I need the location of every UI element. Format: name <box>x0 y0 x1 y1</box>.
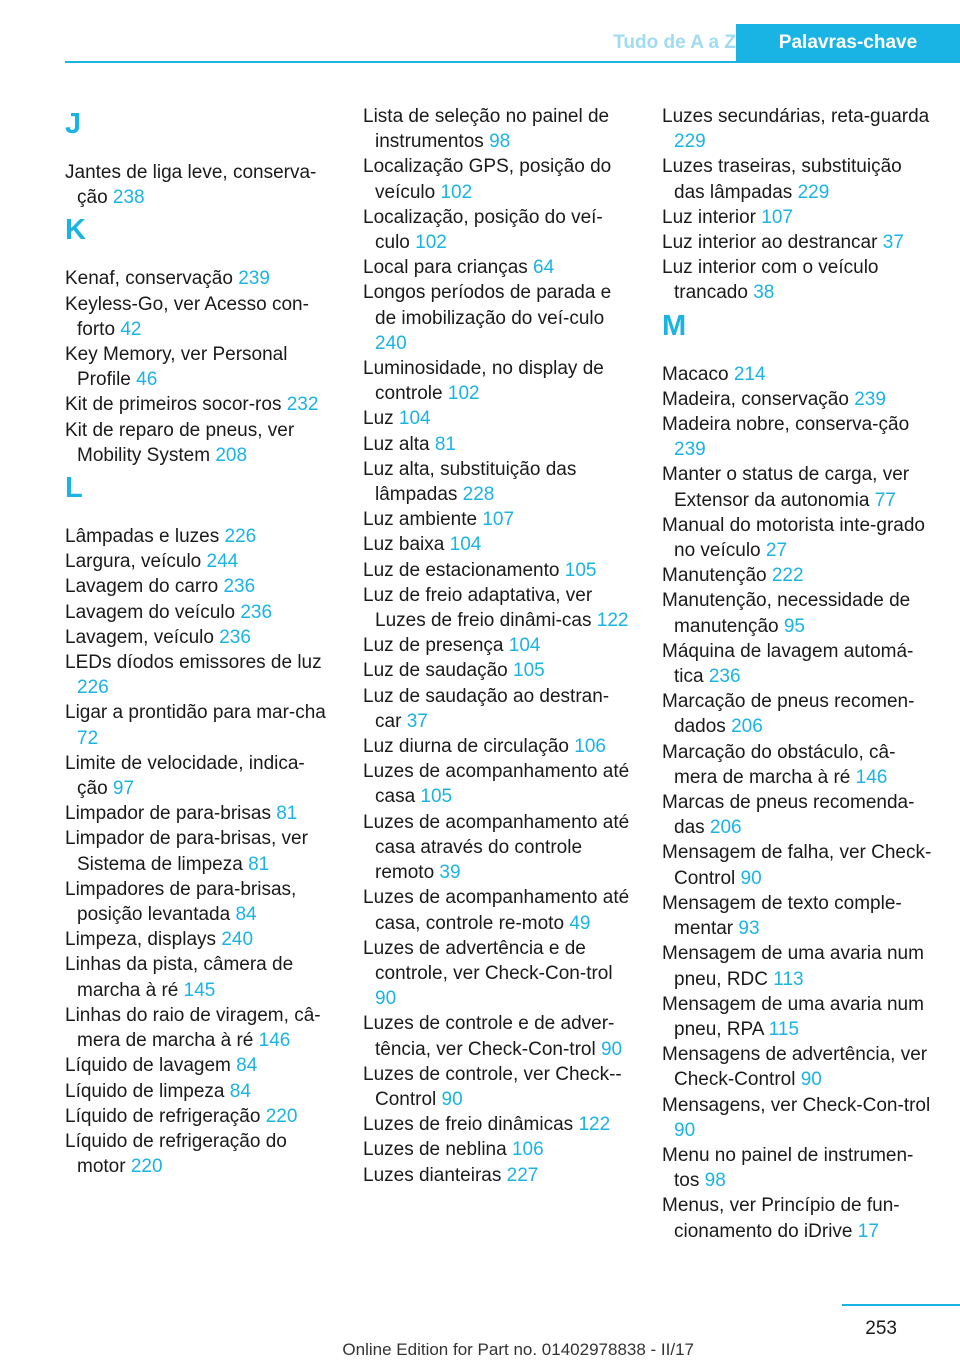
index-entry <box>662 891 932 941</box>
entry-text: Mensagens, ver Check-Con‐trol <box>662 1094 931 1116</box>
page-reference-link[interactable]: 226 <box>77 677 109 699</box>
entry-text: Mensagem de texto comple‐mentar <box>662 892 902 940</box>
page-reference-link[interactable]: 107 <box>761 206 793 228</box>
entry-text: Luzes de controle e de adver‐tência, ver Check-Con‐trol <box>363 1013 615 1060</box>
index-entry <box>363 810 633 886</box>
index-entry <box>363 558 633 583</box>
page-reference-link[interactable]: 72 <box>77 727 99 749</box>
page-reference-link[interactable]: 102 <box>415 232 447 254</box>
index-entry <box>363 1163 633 1188</box>
entry-text: Luzes traseiras, substituição das lâmpadas <box>662 156 902 203</box>
entry-text: Madeira, conservação <box>662 388 849 410</box>
entry-text: Líquido de lavagem <box>65 1055 231 1077</box>
header-rule <box>65 61 960 63</box>
page-reference-link[interactable]: 240 <box>221 929 254 951</box>
index-entry <box>363 1112 633 1137</box>
index-entry <box>662 588 932 638</box>
page-reference-link[interactable]: 145 <box>183 979 216 1001</box>
entry-text: Menus, ver Princípio de fun‐cionamento do iDrive <box>662 1195 900 1242</box>
entry-text: Ligar a prontidão para mar‐cha <box>65 702 326 724</box>
page-reference-link[interactable]: 42 <box>120 318 142 340</box>
page-reference-link[interactable]: 206 <box>731 716 763 738</box>
index-entry <box>363 432 633 457</box>
entry-text: Luz de saudação ao destran‐car <box>363 685 610 732</box>
entry-text: Limpeza, displays <box>65 929 217 951</box>
index-entry <box>662 740 932 790</box>
page-reference-link[interactable]: 39 <box>439 862 461 884</box>
index-entry <box>662 230 932 255</box>
entry-text: Manual do motorista inte‐grado no veículo <box>662 514 925 562</box>
index-entry <box>662 154 932 204</box>
tab-palavras-chave: Palavras-chave <box>736 24 960 61</box>
page-reference-link[interactable]: 236 <box>708 666 741 688</box>
entry-text: Linhas da pista, câmera de marcha à ré <box>65 954 294 1001</box>
footer-rule <box>842 1304 960 1306</box>
index-entry <box>662 387 932 412</box>
index-entry <box>662 790 932 840</box>
page-reference-link[interactable]: 106 <box>574 736 606 758</box>
page-reference-link[interactable]: 239 <box>238 268 270 290</box>
index-entry <box>662 462 932 512</box>
page-reference-link[interactable]: 236 <box>240 601 273 623</box>
page-reference-link[interactable]: 81 <box>434 433 456 455</box>
entry-text: Kit de reparo de pneus, ver Mobility System <box>65 419 295 466</box>
index-entry <box>65 650 335 700</box>
entry-text: Lista de seleção no painel de instrumentos <box>363 106 610 153</box>
entry-text: Manutenção, necessidade de manutenção <box>662 590 911 637</box>
section-letter: L <box>65 472 83 505</box>
page-reference-link[interactable]: 229 <box>674 131 706 153</box>
index-entry <box>65 600 335 625</box>
entry-text: Limpadores de para-brisas, posição levantada <box>65 878 297 926</box>
entry-text: Mensagem de uma avaria num pneu, RDC <box>662 943 924 990</box>
page-reference-link[interactable]: 90 <box>800 1069 822 1091</box>
page-reference-link[interactable]: 106 <box>511 1139 544 1161</box>
page-reference-link[interactable]: 232 <box>286 394 319 416</box>
page-reference-link[interactable]: 220 <box>265 1105 298 1127</box>
index-entry <box>65 751 335 801</box>
page-reference-link[interactable]: 146 <box>855 766 888 788</box>
entry-text: Luz ambiente <box>363 509 478 531</box>
index-entry <box>363 734 633 759</box>
entry-text: Luz alta <box>363 433 430 455</box>
entry-text: Luz diurna de circulação <box>363 736 569 758</box>
page-reference-link[interactable]: 49 <box>569 912 591 934</box>
index-entry <box>363 1062 633 1112</box>
page-reference-link[interactable]: 222 <box>771 565 804 587</box>
entry-text: Menu no painel de instrumen‐tos <box>662 1144 914 1192</box>
entry-text: Líquido de refrigeração do motor <box>65 1130 287 1178</box>
entry-text: Manter o status de carga, ver Extensor da autonomia <box>662 464 910 511</box>
entry-text: LEDs díodos emissores de luz <box>65 652 322 674</box>
index-entry <box>662 362 932 387</box>
header-tabs <box>0 24 960 61</box>
page-reference-link[interactable]: 240 <box>375 332 407 354</box>
page-reference-link[interactable]: 37 <box>882 232 904 254</box>
page-reference-link[interactable]: 239 <box>854 388 886 410</box>
page-reference-link[interactable]: 122 <box>596 610 629 632</box>
index-entry <box>662 689 932 739</box>
page-reference-link[interactable]: 17 <box>857 1220 879 1242</box>
entry-text: Luz de presença <box>363 635 504 657</box>
entry-text: Macaco <box>662 363 729 385</box>
index-entry <box>662 412 932 462</box>
index-entry <box>363 255 633 280</box>
index-entry <box>662 255 932 305</box>
page-reference-link[interactable]: 104 <box>449 534 482 556</box>
index-entry <box>662 639 932 689</box>
index-entry <box>65 826 335 876</box>
page-reference-link[interactable]: 220 <box>130 1156 163 1178</box>
page-reference-link[interactable]: 93 <box>738 918 760 940</box>
index-entry <box>662 563 932 588</box>
index-entry <box>65 1053 335 1078</box>
entry-text: Luzes de acompanhamento até casa, controle re‐moto <box>363 887 630 934</box>
page-reference-link[interactable]: 122 <box>578 1114 611 1136</box>
entry-text: Kenaf, conservação <box>65 268 233 290</box>
index-entry <box>363 658 633 683</box>
index-entry <box>662 992 932 1042</box>
entry-text: Linhas do raio de viragem, câ‐mera de marcha à ré <box>65 1004 321 1052</box>
page-reference-link[interactable]: 236 <box>219 626 251 648</box>
page-reference-link[interactable]: 105 <box>564 559 597 581</box>
index-entry <box>363 507 633 532</box>
entry-text: Luzes de acompanhamento até casa <box>363 761 630 808</box>
page-reference-link[interactable]: 238 <box>112 187 145 209</box>
entry-text: Luz de estacionamento <box>363 559 560 581</box>
entry-text: Luz <box>363 408 394 430</box>
index-entry <box>65 1003 335 1053</box>
entry-text: Mensagem de falha, ver Check-Control <box>662 842 932 889</box>
entry-text: Lavagem, veículo <box>65 626 214 648</box>
page-reference-link[interactable]: 104 <box>508 635 541 657</box>
entry-text: Localização GPS, posição do veículo <box>363 156 612 203</box>
index-entry <box>662 205 932 230</box>
index-entry <box>662 941 932 991</box>
index-entry <box>662 104 932 154</box>
page-reference-link[interactable]: 90 <box>740 867 762 889</box>
entry-text: Lavagem do veículo <box>65 601 236 623</box>
index-entry <box>65 292 335 342</box>
index-entry <box>65 927 335 952</box>
entry-text: Limpador de para-brisas, ver Sistema de limpeza <box>65 828 308 875</box>
page-reference-link[interactable]: 77 <box>874 489 896 511</box>
index-entry <box>65 1104 335 1129</box>
entry-text: Luz de saudação <box>363 660 508 682</box>
index-entry <box>363 406 633 431</box>
entry-text: Luzes de freio dinâmicas <box>363 1114 574 1136</box>
entry-text: Luz interior com o veículo trancado <box>662 257 879 304</box>
index-entry <box>363 1011 633 1061</box>
index-entry <box>363 104 633 154</box>
page-reference-link[interactable]: 90 <box>441 1088 463 1110</box>
index-entry <box>363 936 633 1012</box>
entry-text: Luz interior ao destrancar <box>662 232 878 254</box>
page-reference-link[interactable]: 27 <box>765 540 788 562</box>
edition-footer: Online Edition for Part no. 01402978838 - II/17 <box>342 1340 694 1359</box>
entry-text: Marcação de pneus recomen‐dados <box>662 691 915 738</box>
entry-text: Luzes de advertência e de controle, ver Check-Con‐trol <box>363 937 613 984</box>
index-entry <box>363 885 633 935</box>
entry-text: Luzes secundárias, reta‐guarda <box>662 106 930 127</box>
tab-tudo-de-a-a-z: Tudo de A a Z <box>613 32 736 53</box>
entry-text: Limite de velocidade, indica‐ção <box>65 752 305 800</box>
index-column-2 <box>363 104 633 1188</box>
entry-text: Máquina de lavagem automá‐tica <box>662 640 914 688</box>
index-entry <box>363 205 633 255</box>
entry-text: Luz alta, substituição das lâmpadas <box>363 458 577 506</box>
page-reference-link[interactable]: 146 <box>258 1030 291 1052</box>
page-reference-link[interactable]: 64 <box>533 257 555 279</box>
index-entry <box>363 356 633 406</box>
page-reference-link[interactable]: 102 <box>447 383 480 405</box>
index-entry <box>65 524 335 549</box>
index-entry <box>65 392 335 417</box>
page-reference-link[interactable]: 229 <box>797 181 830 203</box>
entry-text: Mensagens de advertência, ver Check-Control <box>662 1044 928 1091</box>
index-entry <box>363 633 633 658</box>
index-entry <box>363 532 633 557</box>
index-entry <box>65 1129 335 1179</box>
index-entry <box>65 418 335 468</box>
page-reference-link[interactable]: 208 <box>215 444 248 466</box>
index-entry <box>363 457 633 507</box>
section-letter: J <box>65 108 82 140</box>
page-reference-link[interactable]: 95 <box>783 615 805 637</box>
entry-text: Madeira nobre, conserva‐ção <box>662 414 910 436</box>
page-reference-link[interactable]: 90 <box>674 1119 696 1141</box>
page-reference-link[interactable]: 226 <box>224 526 257 548</box>
page-reference-link[interactable]: 90 <box>600 1038 623 1060</box>
index-entry <box>662 1042 932 1092</box>
index-entry <box>363 1137 633 1162</box>
index-entry <box>65 700 335 750</box>
entry-text: Luz de freio adaptativa, ver Luzes de freio dinâmi‐cas <box>363 584 593 632</box>
entry-text: Luzes de neblina <box>363 1139 507 1161</box>
page-reference-link[interactable]: 98 <box>489 131 511 153</box>
index-entry <box>65 801 335 826</box>
entry-text: Luz baixa <box>363 534 445 556</box>
entry-text: Largura, veículo <box>65 551 202 573</box>
index-entry <box>662 1193 932 1243</box>
page-number: 253 <box>865 1318 897 1339</box>
index-column-1 <box>65 104 335 1179</box>
entry-text: Limpador de para-brisas <box>65 803 271 825</box>
index-entry <box>65 574 335 599</box>
page-reference-link[interactable]: 81 <box>248 853 270 875</box>
page-reference-link[interactable]: 46 <box>136 369 158 391</box>
entry-text: Jantes de liga leve, conserva‐ção <box>65 162 317 209</box>
entry-text: Key Memory, ver Personal Profile <box>65 344 288 391</box>
index-entry <box>65 1079 335 1104</box>
entry-text: Marcas de pneus recomenda‐das <box>662 792 915 839</box>
page-reference-link[interactable]: 105 <box>420 786 453 808</box>
index-entry <box>65 952 335 1002</box>
page-reference-link[interactable]: 228 <box>462 484 495 506</box>
index-entry <box>363 583 633 633</box>
index-entry <box>65 877 335 927</box>
index-entry <box>363 280 633 356</box>
page-reference-link[interactable]: 81 <box>276 803 298 825</box>
entry-text: Lâmpadas e luzes <box>65 526 220 548</box>
entry-text: Mensagem de uma avaria num pneu, RPA <box>662 993 924 1040</box>
index-entry <box>662 840 932 890</box>
entry-text: Keyless-Go, ver Acesso con‐forto <box>65 293 309 340</box>
index-entry <box>65 160 335 210</box>
section-letter: K <box>65 214 86 247</box>
page-reference-link[interactable]: 97 <box>112 778 135 800</box>
index-entry <box>662 1143 932 1193</box>
index-entry <box>363 684 633 734</box>
page-reference-link[interactable]: 84 <box>235 904 257 926</box>
entry-text: Longos períodos de parada e de imobilização do veí‐culo <box>363 282 612 329</box>
entry-text: Líquido de refrigeração <box>65 1105 261 1127</box>
entry-text: Luminosidade, no display de controle <box>363 358 604 405</box>
page-reference-link[interactable]: 90 <box>375 988 397 1010</box>
entry-text: Luzes dianteiras <box>363 1164 502 1186</box>
index-column-3 <box>662 104 932 1244</box>
page-reference-link[interactable]: 239 <box>674 439 706 461</box>
index-entry <box>65 266 335 291</box>
page-reference-link[interactable]: 107 <box>482 509 515 531</box>
section-letter: M <box>662 309 687 342</box>
index-entry <box>65 342 335 392</box>
page-reference-link[interactable]: 105 <box>513 660 545 682</box>
index-entry <box>363 154 633 204</box>
entry-text: Marcação do obstáculo, câ‐mera de marcha à ré <box>662 741 896 788</box>
entry-text: Localização, posição do veí‐culo <box>363 206 603 254</box>
page-reference-link[interactable]: 244 <box>206 551 239 573</box>
index-entry <box>65 549 335 574</box>
page-reference-link[interactable]: 206 <box>709 817 742 839</box>
entry-text: Luzes de acompanhamento até casa através do controle remoto <box>363 811 630 884</box>
page-reference-link[interactable]: 115 <box>768 1018 800 1040</box>
page-reference-link[interactable]: 104 <box>398 408 431 430</box>
page-reference-link[interactable]: 84 <box>229 1080 251 1102</box>
page-reference-link[interactable]: 98 <box>704 1170 726 1192</box>
page-reference-link[interactable]: 236 <box>223 576 256 598</box>
entry-text: Líquido de limpeza <box>65 1080 225 1102</box>
entry-text: Luzes de controle, ver Check--Control <box>363 1063 622 1110</box>
index-entry <box>662 513 932 563</box>
entry-text: Lavagem do carro <box>65 576 219 598</box>
page-reference-link[interactable]: 37 <box>406 710 428 732</box>
page-reference-link[interactable]: 214 <box>733 363 766 385</box>
entry-text: Local para crianças <box>363 257 528 279</box>
index-entry <box>65 625 335 650</box>
page-reference-link[interactable]: 38 <box>753 282 775 304</box>
page-reference-link[interactable]: 113 <box>773 968 804 990</box>
index-entry <box>363 759 633 809</box>
entry-text: Manutenção <box>662 565 767 587</box>
page-reference-link[interactable]: 227 <box>506 1164 539 1186</box>
entry-text: Kit de primeiros socor‐ros <box>65 394 282 416</box>
page-reference-link[interactable]: 102 <box>440 181 473 203</box>
page-reference-link[interactable]: 84 <box>236 1055 258 1077</box>
index-entry <box>662 1093 932 1143</box>
entry-text: Luz interior <box>662 206 756 228</box>
